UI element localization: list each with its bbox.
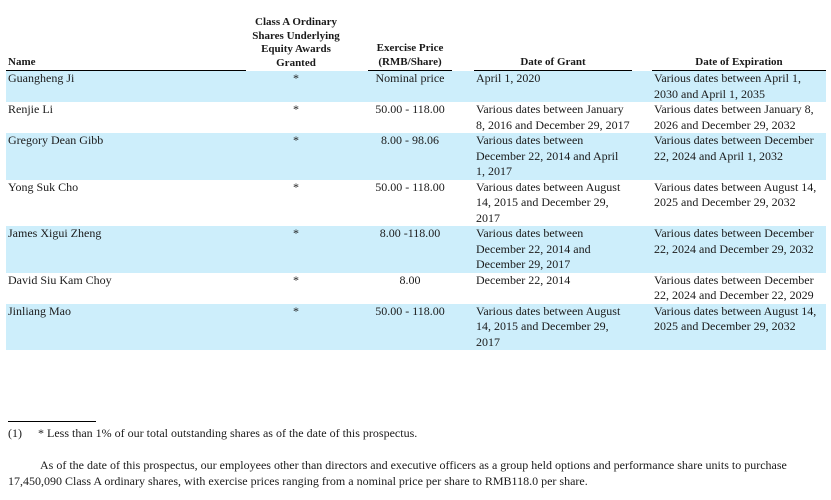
cell-spacer	[452, 102, 474, 133]
cell-date-of-grant: April 1, 2020	[474, 71, 632, 102]
cell-exercise-price: 50.00 - 118.00	[375, 179, 445, 194]
cell-date-of-expiration: Various dates between December 22, 2024 and December 29, 2032	[652, 226, 826, 273]
cell-spacer	[452, 226, 474, 273]
cell-name: Jinliang Mao	[6, 304, 246, 351]
table-header-row	[6, 16, 826, 71]
cell-exercise-price: 50.00 - 118.00	[375, 102, 445, 116]
cell-spacer	[452, 180, 474, 227]
cell-spacer	[346, 71, 368, 102]
cell-spacer	[632, 102, 652, 133]
cell-spacer	[346, 226, 368, 273]
cell-spacer	[632, 273, 652, 304]
footnote-divider	[8, 421, 96, 422]
cell-shares: *	[293, 272, 299, 287]
cell-date-of-grant: Various dates between August 14, 2015 and December 29, 2017	[474, 304, 632, 351]
cell-date-of-expiration: Various dates between April 1, 2030 and April 1, 2035	[652, 71, 826, 102]
cell-spacer	[452, 273, 474, 304]
equity-awards-table	[6, 16, 826, 350]
cell-name: Guangheng Ji	[6, 71, 246, 102]
cell-shares: *	[246, 304, 346, 351]
header-name: Name	[6, 16, 246, 71]
cell-name: James Xigui Zheng	[6, 226, 246, 273]
header-shares: Class A Ordinary Shares Underlying Equity Awards Granted	[252, 16, 340, 69]
table-row	[6, 273, 826, 304]
cell-spacer	[346, 102, 368, 133]
footnote	[8, 426, 417, 441]
cell-spacer	[632, 71, 652, 102]
cell-shares: *	[293, 102, 299, 116]
cell-spacer	[632, 180, 652, 227]
footnote-text: * Less than 1% of our total outstanding shares as of the date of this prospectus.	[38, 426, 418, 440]
cell-exercise-price: 8.00 -118.00	[368, 226, 452, 273]
table-body	[6, 71, 826, 350]
cell-date-of-grant: Various dates between December 22, 2014 and April 1, 2017	[474, 133, 632, 180]
cell-spacer	[346, 273, 368, 304]
cell-date-of-grant: Various dates between August 14, 2015 and December 29, 2017	[476, 179, 621, 225]
cell-shares: *	[293, 179, 299, 194]
table-row	[6, 226, 826, 273]
cell-spacer	[346, 304, 368, 351]
table-row	[6, 304, 826, 351]
cell-spacer	[346, 133, 368, 180]
body-paragraph: As of the date of this prospectus, our employees other than directors and executive officers as a group held options and performance share units to purchase 17,450,090 Class A ordinary shares, with exercise prices ranging from a nominal price per share to RMB118.0 per share.	[8, 458, 787, 488]
cell-date-of-expiration: Various dates between August 14, 2025 and December 29, 2032	[652, 304, 826, 351]
cell-name: Renjie Li	[8, 102, 53, 116]
cell-shares: *	[246, 71, 346, 102]
header-date-of-grant: Date of Grant	[474, 16, 632, 71]
cell-spacer	[452, 133, 474, 180]
cell-date-of-expiration: Various dates between December 22, 2024 and December 22, 2029	[654, 272, 814, 302]
cell-spacer	[632, 226, 652, 273]
cell-date-of-grant: December 22, 2014	[476, 272, 571, 287]
cell-spacer	[452, 71, 474, 102]
cell-exercise-price: 8.00	[399, 272, 421, 287]
header-date-of-expiration: Date of Expiration	[652, 16, 826, 71]
cell-exercise-price: 50.00 - 118.00	[368, 304, 452, 351]
table-row	[6, 71, 826, 102]
cell-spacer	[632, 133, 652, 180]
cell-spacer	[452, 304, 474, 351]
table-row	[6, 133, 826, 180]
cell-name: Gregory Dean Gibb	[6, 133, 246, 180]
cell-shares: *	[246, 226, 346, 273]
cell-date-of-grant: Various dates between December 22, 2014 and December 29, 2017	[474, 226, 632, 273]
cell-spacer	[346, 180, 368, 227]
cell-shares: *	[246, 133, 346, 180]
cell-date-of-expiration: Various dates between August 14, 2025 and December 29, 2032	[654, 179, 817, 209]
cell-exercise-price: Nominal price	[368, 71, 452, 102]
cell-date-of-expiration: Various dates between December 22, 2024 and April 1, 2032	[652, 133, 826, 180]
cell-name: David Siu Kam Choy	[8, 272, 112, 287]
cell-name: Yong Suk Cho	[8, 179, 79, 194]
cell-spacer	[632, 304, 652, 351]
table-row	[6, 102, 826, 133]
table-row	[6, 180, 826, 227]
cell-exercise-price: 8.00 - 98.06	[368, 133, 452, 180]
cell-date-of-expiration: Various dates between January 8, 2026 and December 29, 2032	[654, 102, 814, 132]
cell-date-of-grant: Various dates between January 8, 2016 and December 29, 2017	[476, 102, 630, 132]
footnote-number: (1)	[8, 426, 22, 440]
header-exercise-price: Exercise Price (RMB/Share)	[368, 16, 452, 71]
